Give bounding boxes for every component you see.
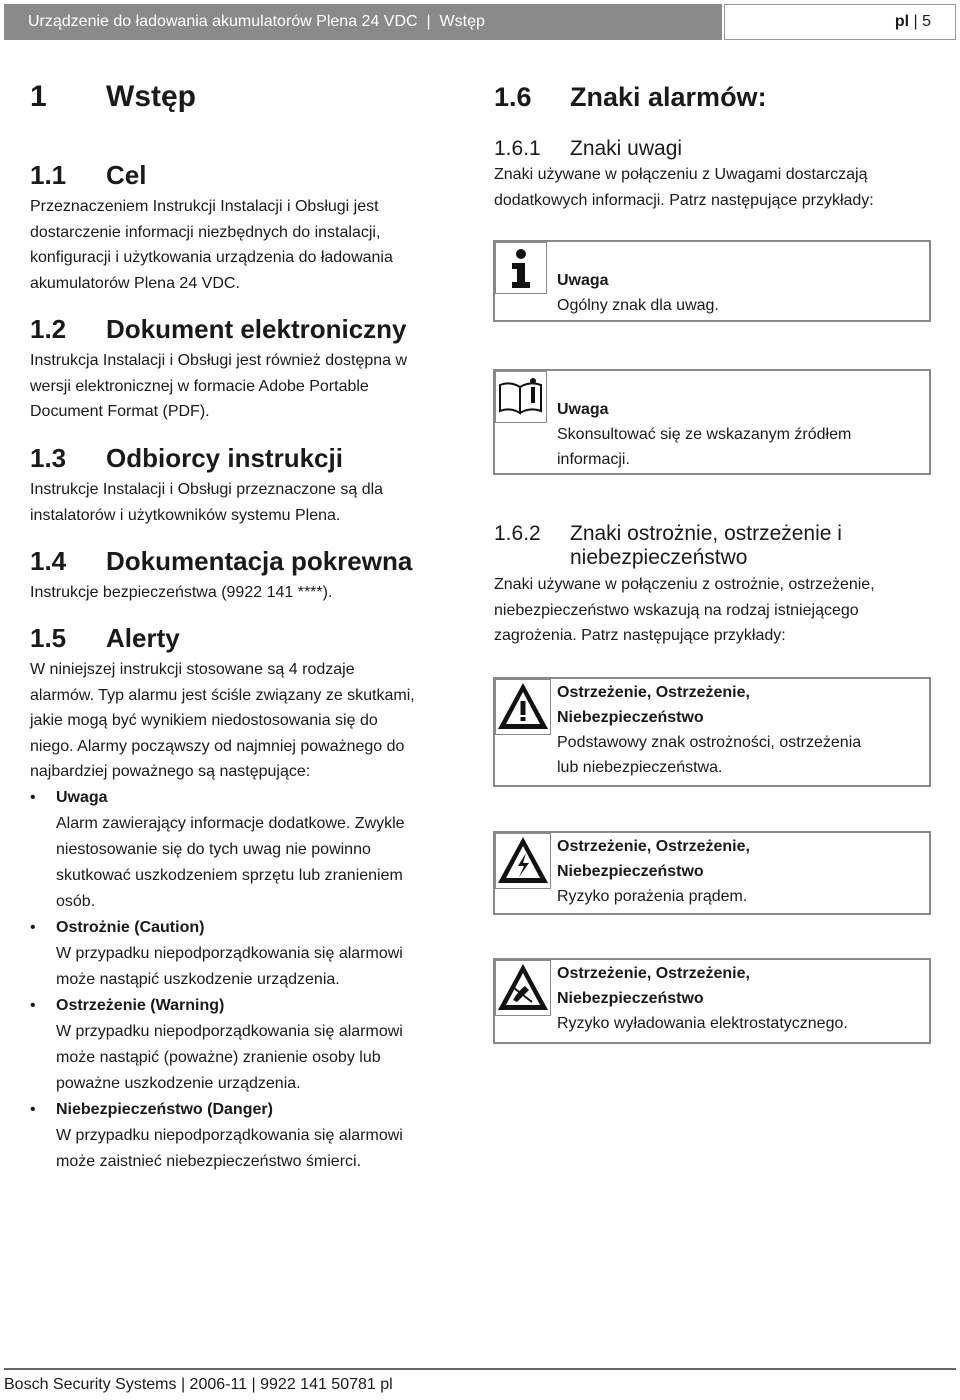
section-1-6	[494, 82, 934, 113]
book-info-icon	[495, 371, 547, 423]
section-1-6-1: 1.6.1 Znaki uwagi Znaki używane w połączeniu z Uwagami dostarczają dodatkowych informacji. Patrz następujące przykłady:	[494, 137, 934, 213]
section-1-6-heading: 1.6 Znaki alarmów:	[494, 82, 767, 112]
list-item: • Niebezpieczeństwo (Danger) W przypadku niepodporządkowania się alarmowi może zaistnieć niebezpieczeństwo śmierci.	[30, 1100, 403, 1170]
alert-list	[30, 785, 480, 1175]
footer-text: Bosch Security Systems | 2006-11 | 9922 141 50781 pl	[4, 1376, 393, 1393]
warning-exclamation-icon	[495, 679, 551, 735]
section-1-5: 1.5 Alerty W niniejszej instrukcji stosowane są 4 rodzaje alarmów. Typ alarmu jest ściśle związany ze skutkami, jakie mogą być wynikiem niedostosowania się do niego. Alarmy począwszy od najmniej poważnego do najbardziej poważnego są następujące: • Uwaga Alarm zawierający informacje dodatkowe. Zwykle niestosowanie się do tych uwag nie powinno skutkować uszkodzeniem sprzętu lub zranieniem osób. • Ostrożnie (Caution) W przypadku niepodporządkowania się alarmowi może nastąpić uszkodzenie urządzenia. • Ostrzeżenie (Warning) W przypadku niepodporządkowania się alarmowi może nastąpić (poważne) zranienie osoby lub poważne uszkodzenie urządzenia. • Niebezpieczeństwo (Danger) W przypadku niepodporządkowania się alarmowi może zaistnieć niebezpieczeństwo śmierci.	[30, 623, 480, 1175]
header-lang: pl	[894, 13, 910, 30]
section-1-5-heading: 1.5 Alerty	[30, 623, 180, 653]
section-1-heading: 1 Wstęp	[30, 80, 196, 113]
esd-icon	[495, 960, 551, 1016]
warning-box-esd: Ostrzeżenie, Ostrzeżenie, Niebezpieczeństwo Ryzyko wyładowania elektrostatycznego.	[493, 958, 931, 1044]
left-column	[30, 80, 480, 114]
info-icon	[495, 242, 547, 294]
warning-box-general: Ostrzeżenie, Ostrzeżenie, Niebezpieczeństwo Podstawowy znak ostrożności, ostrzeżenia lub niebezpieczeństwa.	[493, 677, 931, 787]
list-item: • Ostrzeżenie (Warning) W przypadku niepodporządkowania się alarmowi może nastąpić (poważne) zranienie osoby lub poważne uszkodzenie urządzenia.	[30, 996, 403, 1092]
header-page: pl | 5	[724, 4, 956, 40]
header-title: Urządzenie do ładowania akumulatorów Plena 24 VDC	[28, 13, 418, 30]
section-1-1-heading: 1.1 Cel	[30, 160, 147, 190]
header-bar: Urządzenie do ładowania akumulatorów Plena 24 VDC | Wstęp	[4, 4, 722, 40]
notice-box-reference: Uwaga Skonsultować się ze wskazanym źródłem informacji.	[493, 369, 931, 475]
section-1-2: 1.2 Dokument elektroniczny Instrukcja Instalacji i Obsługi jest również dostępna w wersji elektronicznej w formacie Adobe Portable Document Format (PDF).	[30, 314, 480, 425]
list-item: • Uwaga Alarm zawierający informacje dodatkowe. Zwykle niestosowanie się do tych uwag nie powinno skutkować uszkodzeniem sprzętu lub zranieniem osób.	[30, 788, 405, 910]
header-section: Wstęp	[439, 13, 485, 30]
page-number: 5	[922, 13, 931, 30]
section-1-6-1-heading: 1.6.1 Znaki uwagi	[494, 137, 683, 160]
section-1-6-2: 1.6.2 Znaki ostrożnie, ostrzeżenie i niebezpieczeństwo Znaki używane w połączeniu z ostrożnie, ostrzeżenie, niebezpieczeństwo wskazują na rodzaj istniejącego zagrożenia. Patrz następujące przykłady:	[494, 522, 934, 649]
section-1-1: 1.1 Cel Przeznaczeniem Instrukcji Instalacji i Obsługi jest dostarczenie informacji niezbędnych do instalacji, konfiguracji i użytkowania urządzenia do ładowania akumulatorów Plena 24 VDC.	[30, 160, 480, 296]
section-1-6-2-heading: 1.6.2 Znaki ostrożnie, ostrzeżenie i niebezpieczeństwo	[494, 522, 842, 569]
section-1-3: 1.3 Odbiorcy instrukcji Instrukcje Instalacji i Obsługi przeznaczone są dla instalatorów i użytkowników systemu Plena.	[30, 443, 480, 528]
footer	[4, 1368, 956, 1400]
section-1-3-heading: 1.3 Odbiorcy instrukcji	[30, 443, 343, 473]
section-1-2-heading: 1.2 Dokument elektroniczny	[30, 314, 407, 344]
section-1-4: 1.4 Dokumentacja pokrewna Instrukcje bezpieczeństwa (9922 141 ****).	[30, 546, 480, 606]
notice-box-general: Uwaga Ogólny znak dla uwag.	[493, 240, 931, 322]
warning-box-electric: Ostrzeżenie, Ostrzeżenie, Niebezpieczeństwo Ryzyko porażenia prądem.	[493, 831, 931, 915]
section-1-4-heading: 1.4 Dokumentacja pokrewna	[30, 546, 413, 576]
list-item: • Ostrożnie (Caution) W przypadku niepodporządkowania się alarmowi może nastąpić uszkodzenie urządzenia.	[30, 918, 403, 988]
electric-shock-icon	[495, 833, 551, 889]
